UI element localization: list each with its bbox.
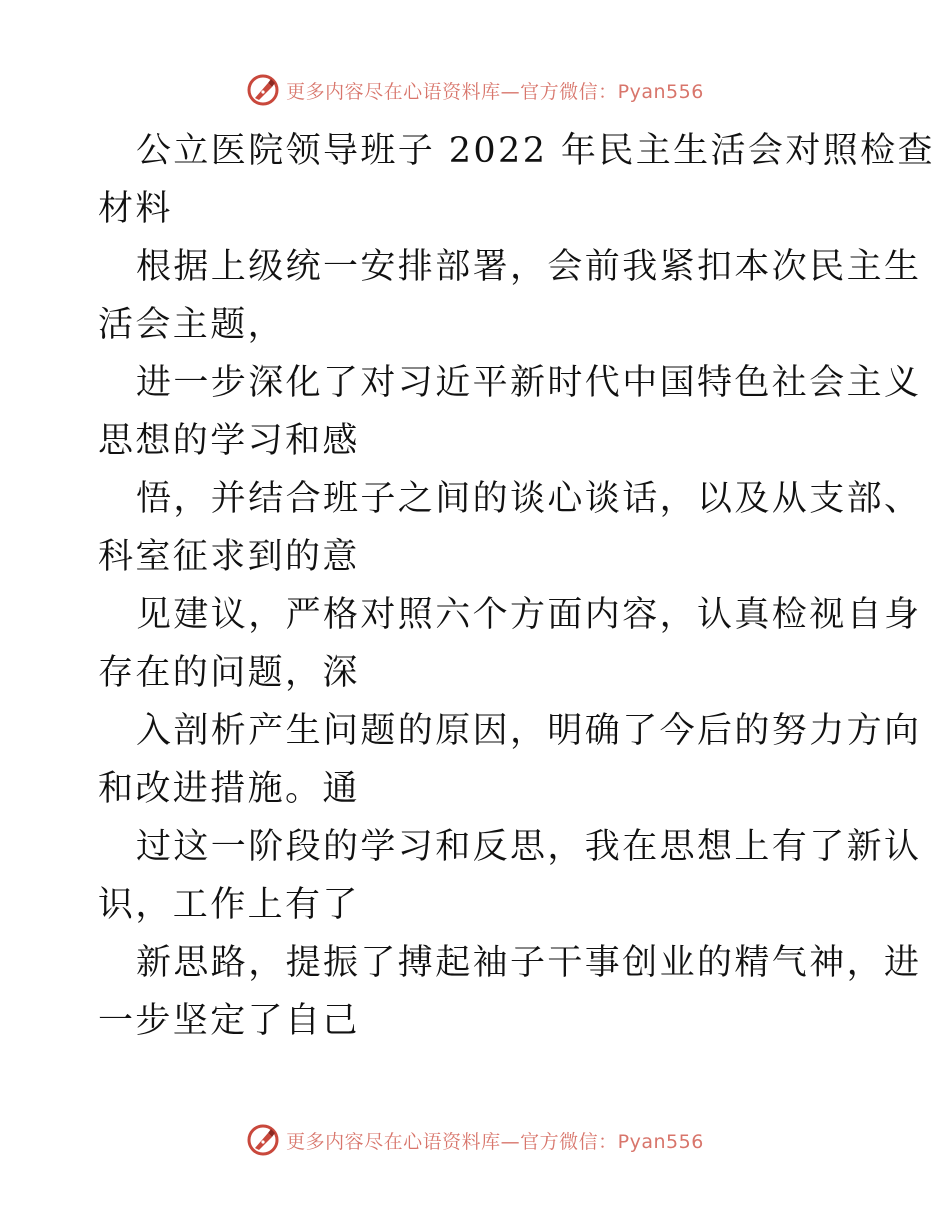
paragraph-line: 材料 — [98, 189, 173, 229]
paragraph — [98, 470, 922, 586]
watermark-footer — [0, 1120, 950, 1160]
paragraph — [98, 818, 922, 934]
paragraph-line: 公立医院领导班子 2022 年民主生活会对照检查 — [136, 131, 935, 171]
watermark-text: 更多内容尽在心语资料库—官方微信：Pyan556 — [286, 80, 704, 103]
paragraph-line: 过这一阶段的学习和反思，我在思想上有了新认 — [136, 827, 922, 867]
document-body — [98, 122, 935, 1050]
pen-nib-circle-icon — [246, 73, 280, 107]
paragraph — [98, 238, 922, 354]
paragraph-line: 进一步深化了对习近平新时代中国特色社会主义 — [136, 363, 922, 403]
pen-nib-circle-icon — [246, 1123, 280, 1157]
paragraph-line: 存在的问题，深 — [98, 653, 360, 693]
paragraph — [98, 934, 922, 1050]
paragraph-line: 和改进措施。通 — [98, 769, 360, 809]
paragraph — [98, 702, 922, 818]
paragraph-line: 一步坚定了自己 — [98, 1001, 360, 1041]
paragraph-line: 悟，并结合班子之间的谈心谈话，以及从支部、 — [136, 479, 922, 519]
paragraph — [98, 586, 922, 702]
document-title — [98, 122, 935, 238]
paragraph-line: 科室征求到的意 — [98, 537, 360, 577]
paragraph-line: 根据上级统一安排部署，会前我紧扣本次民主生 — [136, 247, 922, 287]
paragraph — [98, 354, 922, 470]
paragraph-line: 见建议，严格对照六个方面内容，认真检视自身 — [136, 595, 922, 635]
watermark-text: 更多内容尽在心语资料库—官方微信：Pyan556 — [286, 1130, 704, 1153]
paragraph-line: 思想的学习和感 — [98, 421, 360, 461]
paragraph-line: 识，工作上有了 — [98, 885, 360, 925]
paragraph-line: 活会主题， — [98, 305, 286, 345]
paragraph-line: 新思路，提振了搏起袖子干事创业的精气神，进 — [136, 943, 922, 983]
watermark-header — [0, 70, 950, 110]
paragraph-line: 入剖析产生问题的原因，明确了今后的努力方向 — [136, 711, 922, 751]
